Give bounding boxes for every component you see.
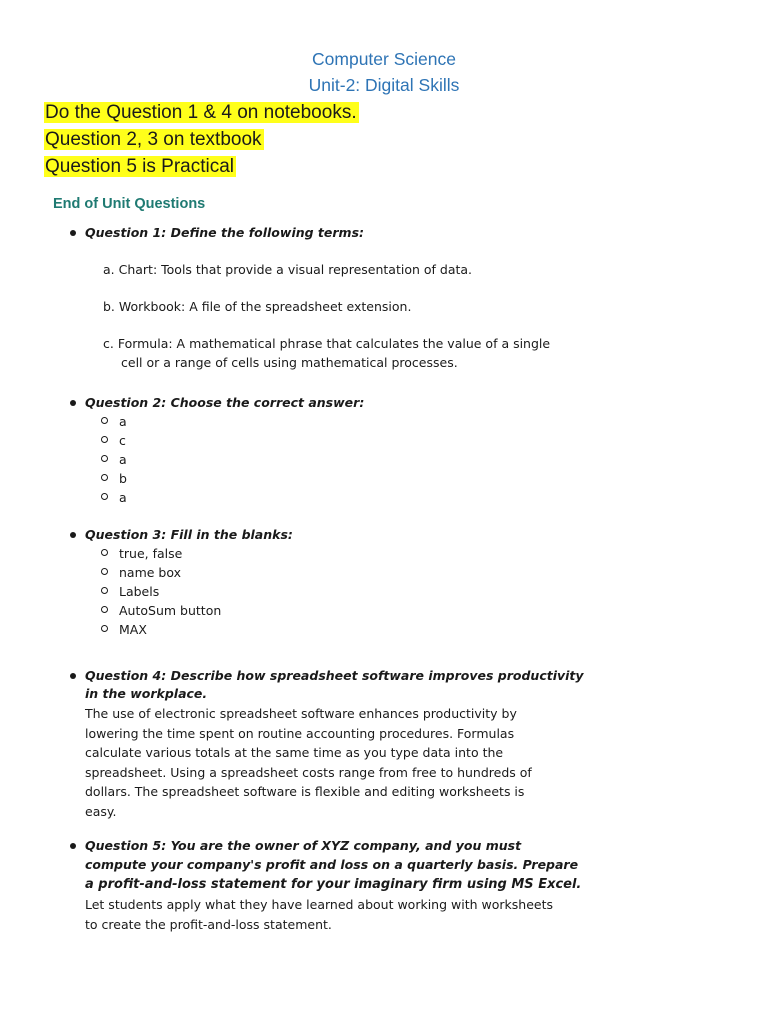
answer-option: a xyxy=(101,413,127,432)
circle-bullet-icon xyxy=(101,455,108,462)
question-5-title: a profit-and-loss statement for your imaginary firm using MS Excel. xyxy=(85,877,582,892)
bullet-icon xyxy=(70,673,76,679)
circle-bullet-icon xyxy=(101,587,108,594)
question-3-title: Question 3: Fill in the blanks: xyxy=(85,527,293,542)
instruction-line xyxy=(44,126,264,153)
question-4-title: Question 4: Describe how spreadsheet software improves productivity xyxy=(85,668,584,683)
circle-bullet-icon xyxy=(101,549,108,556)
highlighted-text: Do the Question 1 & 4 on notebooks. xyxy=(45,102,357,123)
circle-bullet-icon xyxy=(101,474,108,481)
answer-option: a xyxy=(101,489,127,508)
answer-line: easy. xyxy=(85,803,117,819)
document-title: Computer Science xyxy=(312,49,456,69)
definition-item: b. Workbook: A file of the spreadsheet extension. xyxy=(103,299,412,314)
highlighted-text: Question 5 is Practical xyxy=(45,156,235,177)
answer-option: Labels xyxy=(101,583,159,602)
question-5-title: Question 5: You are the owner of XYZ company, and you must xyxy=(85,838,522,853)
circle-bullet-icon xyxy=(101,568,108,575)
question-5-title: compute your company's profit and loss on a quarterly basis. Prepare xyxy=(85,857,579,872)
question-4-title: in the workplace. xyxy=(85,686,208,701)
answer-option: c xyxy=(101,432,126,451)
circle-bullet-icon xyxy=(101,606,108,613)
circle-bullet-icon xyxy=(101,625,108,632)
bullet-icon xyxy=(70,532,76,538)
answer-option: a xyxy=(101,451,127,470)
answer-line: Let students apply what they have learned about working with worksheets xyxy=(85,897,553,912)
circle-bullet-icon xyxy=(101,417,108,424)
answer-line: calculate various totals at the same time as you type data into the xyxy=(85,745,504,760)
bullet-icon xyxy=(70,400,76,406)
answer-option: MAX xyxy=(101,621,147,640)
definition-item xyxy=(103,335,583,372)
circle-bullet-icon xyxy=(101,436,108,443)
answer-option: true, false xyxy=(101,545,182,564)
bullet-icon xyxy=(70,230,76,236)
definition-line: cell or a range of cells using mathematical processes. xyxy=(121,354,458,370)
answer-option: name box xyxy=(101,564,181,583)
instruction-line xyxy=(44,153,236,180)
instruction-line xyxy=(44,99,359,126)
answer-line: lowering the time spent on routine accounting procedures. Formulas xyxy=(85,725,515,741)
bullet-icon xyxy=(70,843,76,849)
question-1-title: Question 1: Define the following terms: xyxy=(85,225,365,240)
answer-line: spreadsheet. Using a spreadsheet costs range from free to hundreds of xyxy=(85,764,532,780)
highlighted-text: Question 2, 3 on textbook xyxy=(45,129,262,150)
circle-bullet-icon xyxy=(101,493,108,500)
document-subtitle: Unit-2: Digital Skills xyxy=(308,75,460,95)
answer-line: The use of electronic spreadsheet software enhances productivity by xyxy=(85,706,517,721)
answer-line: dollars. The spreadsheet software is flexible and editing worksheets is xyxy=(85,784,525,799)
question-2-title: Question 2: Choose the correct answer: xyxy=(85,395,365,410)
definition-line: c. Formula: A mathematical phrase that calculates the value of a single xyxy=(103,336,551,351)
answer-line: to create the profit-and-loss statement. xyxy=(85,916,332,932)
definition-item: a. Chart: Tools that provide a visual representation of data. xyxy=(103,262,473,277)
answer-option: AutoSum button xyxy=(101,602,221,621)
answer-option: b xyxy=(101,470,127,489)
question-4-answer xyxy=(85,704,555,821)
section-heading: End of Unit Questions xyxy=(53,196,206,212)
question-5-answer xyxy=(85,895,555,934)
